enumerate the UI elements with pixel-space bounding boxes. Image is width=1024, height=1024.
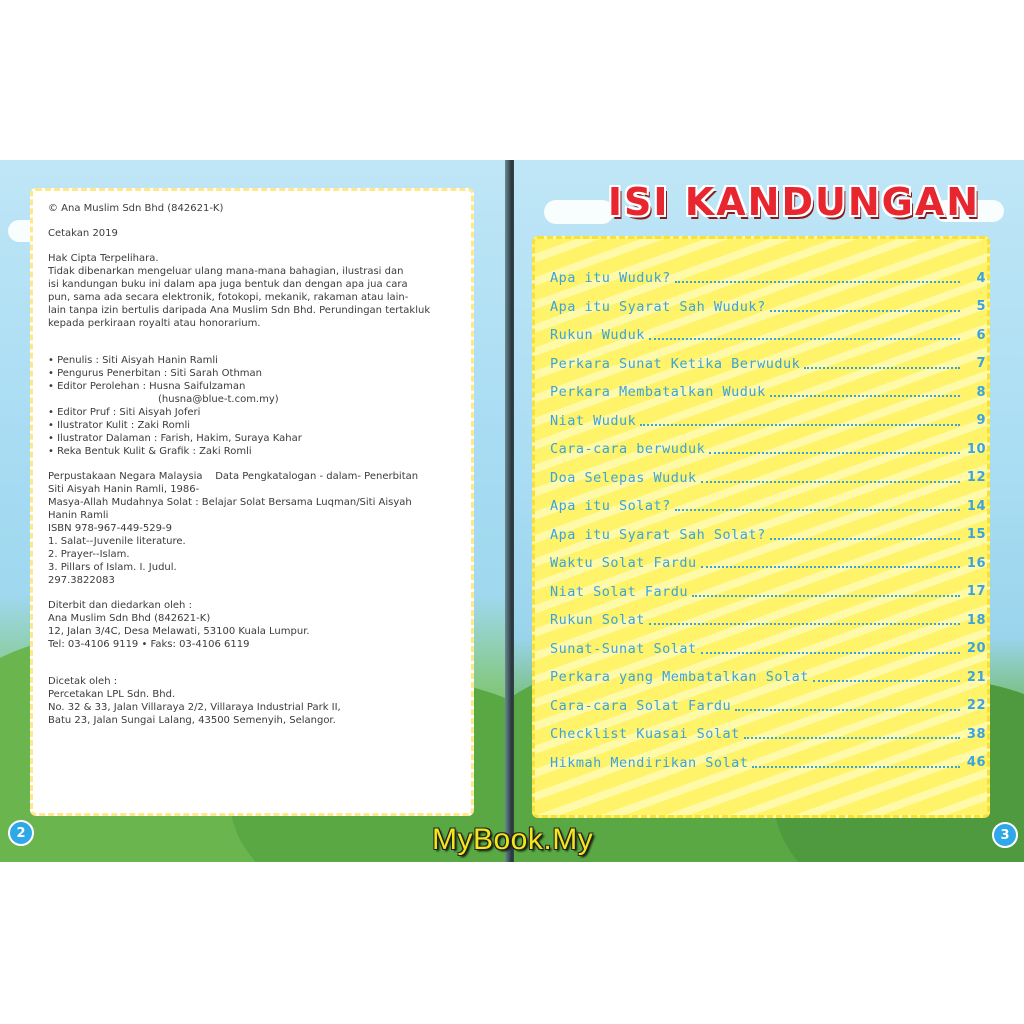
- page-number-right: 3: [992, 822, 1018, 848]
- toc-item-label: Niat Solat Fardu: [550, 583, 689, 600]
- toc-item-page: 38: [966, 726, 986, 742]
- toc-item: [550, 492, 986, 521]
- rights-line: Tidak dibenarkan mengeluar ulang mana-mana bahagian, ilustrasi dan: [48, 266, 404, 277]
- catalog-line: Hanin Ramli: [48, 510, 109, 521]
- toc-item: [550, 521, 986, 550]
- toc-item: [550, 635, 986, 664]
- toc-item-page: 12: [966, 470, 986, 486]
- toc-item-label: Cara-cara berwuduk: [550, 441, 706, 458]
- toc-leader-dots: [770, 310, 960, 312]
- toc-item-page: 7: [976, 356, 986, 372]
- publisher-line: 12, Jalan 3/4C, Desa Melawati, 53100 Kuala Lumpur.: [48, 626, 310, 637]
- page-number-left: 2: [8, 820, 34, 846]
- left-page: [0, 160, 512, 862]
- toc-item-page: 14: [966, 498, 986, 514]
- toc-item-label: Doa Selepas Wuduk: [550, 469, 697, 486]
- toc-leader-dots: [709, 452, 960, 454]
- toc-item-label: Apa itu Wuduk?: [550, 270, 671, 287]
- toc-item-label: Perkara Sunat Ketika Berwuduk: [550, 355, 801, 372]
- toc-item-page: 10: [966, 441, 986, 457]
- toc-item-page: 21: [966, 669, 986, 685]
- toc-item-page: 17: [966, 584, 986, 600]
- toc-item: [550, 264, 986, 293]
- toc-item-label: Hikmah Mendirikan Solat: [550, 754, 749, 771]
- publisher-line: Ana Muslim Sdn Bhd (842621-K): [48, 613, 211, 624]
- catalog-line: 2. Prayer--Islam.: [48, 549, 130, 560]
- toc-item: [550, 720, 986, 749]
- book-spread: [0, 160, 1024, 862]
- toc-item-page: 16: [966, 555, 986, 571]
- toc-leader-dots: [640, 424, 960, 426]
- toc-leader-dots: [770, 538, 960, 540]
- toc-leader-dots: [649, 338, 960, 340]
- toc-item-label: Niat Wuduk: [550, 412, 637, 429]
- credit-line: • Ilustrator Kulit : Zaki Romli: [48, 420, 191, 431]
- toc-item-label: Cara-cara Solat Fardu: [550, 697, 732, 714]
- toc-item-label: Apa itu Solat?: [550, 498, 671, 515]
- toc-item-label: Sunat-Sunat Solat: [550, 640, 697, 657]
- rights-title: Hak Cipta Terpelihara.: [48, 253, 159, 264]
- toc-item: [550, 606, 986, 635]
- credit-line: • Penulis : Siti Aisyah Hanin Ramli: [48, 355, 218, 366]
- toc-item-page: 20: [966, 641, 986, 657]
- toc-item: [550, 321, 986, 350]
- toc-leader-dots: [649, 623, 960, 625]
- catalog-line: 3. Pillars of Islam. I. Judul.: [48, 562, 177, 573]
- right-page: [514, 160, 1024, 862]
- publisher-line: Tel: 03-4106 9119 • Faks: 03-4106 6119: [48, 639, 250, 650]
- toc-leader-dots: [752, 766, 960, 768]
- toc-leader-dots: [675, 509, 960, 511]
- printer-line: Batu 23, Jalan Sungai Lalang, 43500 Semenyih, Selangor.: [48, 715, 336, 726]
- catalog-line: Perpustakaan Negara Malaysia Data Pengkatalogan - dalam- Penerbitan: [48, 471, 419, 482]
- toc-item: [550, 549, 986, 578]
- toc-leader-dots: [675, 281, 960, 283]
- toc-item-page: 8: [976, 384, 986, 400]
- toc-leader-dots: [744, 737, 960, 739]
- catalog-line: Siti Aisyah Hanin Ramli, 1986-: [48, 484, 200, 495]
- printer-line: Dicetak oleh :: [48, 676, 118, 687]
- catalog-line: 297.3822083: [48, 575, 115, 586]
- printer-line: No. 32 & 33, Jalan Villaraya 2/2, Villaraya Industrial Park II,: [48, 702, 341, 713]
- toc-item-label: Rukun Wuduk: [550, 327, 645, 344]
- toc-item: [550, 692, 986, 721]
- copyright-text: [48, 202, 458, 727]
- toc-item-page: 6: [976, 327, 986, 343]
- toc-item-label: Rukun Solat: [550, 612, 645, 629]
- toc-leader-dots: [804, 367, 960, 369]
- page-title: ISI KANDUNGAN: [607, 180, 981, 224]
- toc-leader-dots: [770, 395, 960, 397]
- toc-leader-dots: [735, 709, 960, 711]
- catalog-line: 1. Salat--Juvenile literature.: [48, 536, 186, 547]
- credit-line: (husna@blue-t.com.my): [158, 394, 279, 405]
- toc-item: [550, 578, 986, 607]
- catalog-line: Masya-Allah Mudahnya Solat : Belajar Solat Bersama Luqman/Siti Aisyah: [48, 497, 412, 508]
- credit-line: • Editor Perolehan : Husna Saifulzaman: [48, 381, 246, 392]
- publisher-line: Diterbit dan diedarkan oleh :: [48, 600, 192, 611]
- toc-item-label: Perkara Membatalkan Wuduk: [550, 384, 766, 401]
- toc-item: [550, 350, 986, 379]
- rights-line: kepada perkiraan royalti atau honorarium.: [48, 318, 261, 329]
- toc-item-page: 5: [976, 299, 986, 315]
- credit-line: • Reka Bentuk Kulit & Grafik : Zaki Romli: [48, 446, 252, 457]
- toc-leader-dots: [701, 481, 960, 483]
- toc-leader-dots: [813, 680, 960, 682]
- toc-leader-dots: [701, 566, 960, 568]
- rights-line: isi kandungan buku ini dalam apa juga bentuk dan dengan apa jua cara: [48, 279, 408, 290]
- toc-item-label: Apa itu Syarat Sah Solat?: [550, 526, 766, 543]
- toc-leader-dots: [692, 595, 960, 597]
- toc-item-page: 22: [966, 698, 986, 714]
- copyright-line: © Ana Muslim Sdn Bhd (842621-K): [48, 203, 224, 214]
- toc-item: [550, 435, 986, 464]
- toc-leader-dots: [701, 652, 960, 654]
- toc-item: [550, 749, 986, 778]
- toc-item-page: 4: [976, 270, 986, 286]
- toc-item: [550, 663, 986, 692]
- toc-item-label: Apa itu Syarat Sah Wuduk?: [550, 298, 766, 315]
- watermark-text: MyBook.My: [432, 823, 594, 856]
- toc-item: [550, 293, 986, 322]
- toc-item-label: Perkara yang Membatalkan Solat: [550, 669, 809, 686]
- toc-item-page: 18: [966, 612, 986, 628]
- rights-line: pun, sama ada secara elektronik, fotokopi, mekanik, rakaman atau lain-: [48, 292, 409, 303]
- edition-line: Cetakan 2019: [48, 228, 118, 239]
- rights-line: lain tanpa izin bertulis daripada Ana Muslim Sdn Bhd. Perundingan tertakluk: [48, 305, 431, 316]
- credit-line: • Pengurus Penerbitan : Siti Sarah Othman: [48, 368, 263, 379]
- credit-line: • Ilustrator Dalaman : Farish, Hakim, Suraya Kahar: [48, 433, 302, 444]
- toc-item: [550, 407, 986, 436]
- toc-item: [550, 378, 986, 407]
- credit-line: • Editor Pruf : Siti Aisyah Joferi: [48, 407, 201, 418]
- toc-item-page: 15: [966, 527, 986, 543]
- toc-item-page: 9: [976, 413, 986, 429]
- toc-item: [550, 464, 986, 493]
- printer-line: Percetakan LPL Sdn. Bhd.: [48, 689, 176, 700]
- table-of-contents: [550, 264, 986, 777]
- toc-item-page: 46: [966, 755, 986, 771]
- toc-item-label: Checklist Kuasai Solat: [550, 726, 740, 743]
- toc-item-label: Waktu Solat Fardu: [550, 555, 697, 572]
- catalog-line: ISBN 978-967-449-529-9: [48, 523, 172, 534]
